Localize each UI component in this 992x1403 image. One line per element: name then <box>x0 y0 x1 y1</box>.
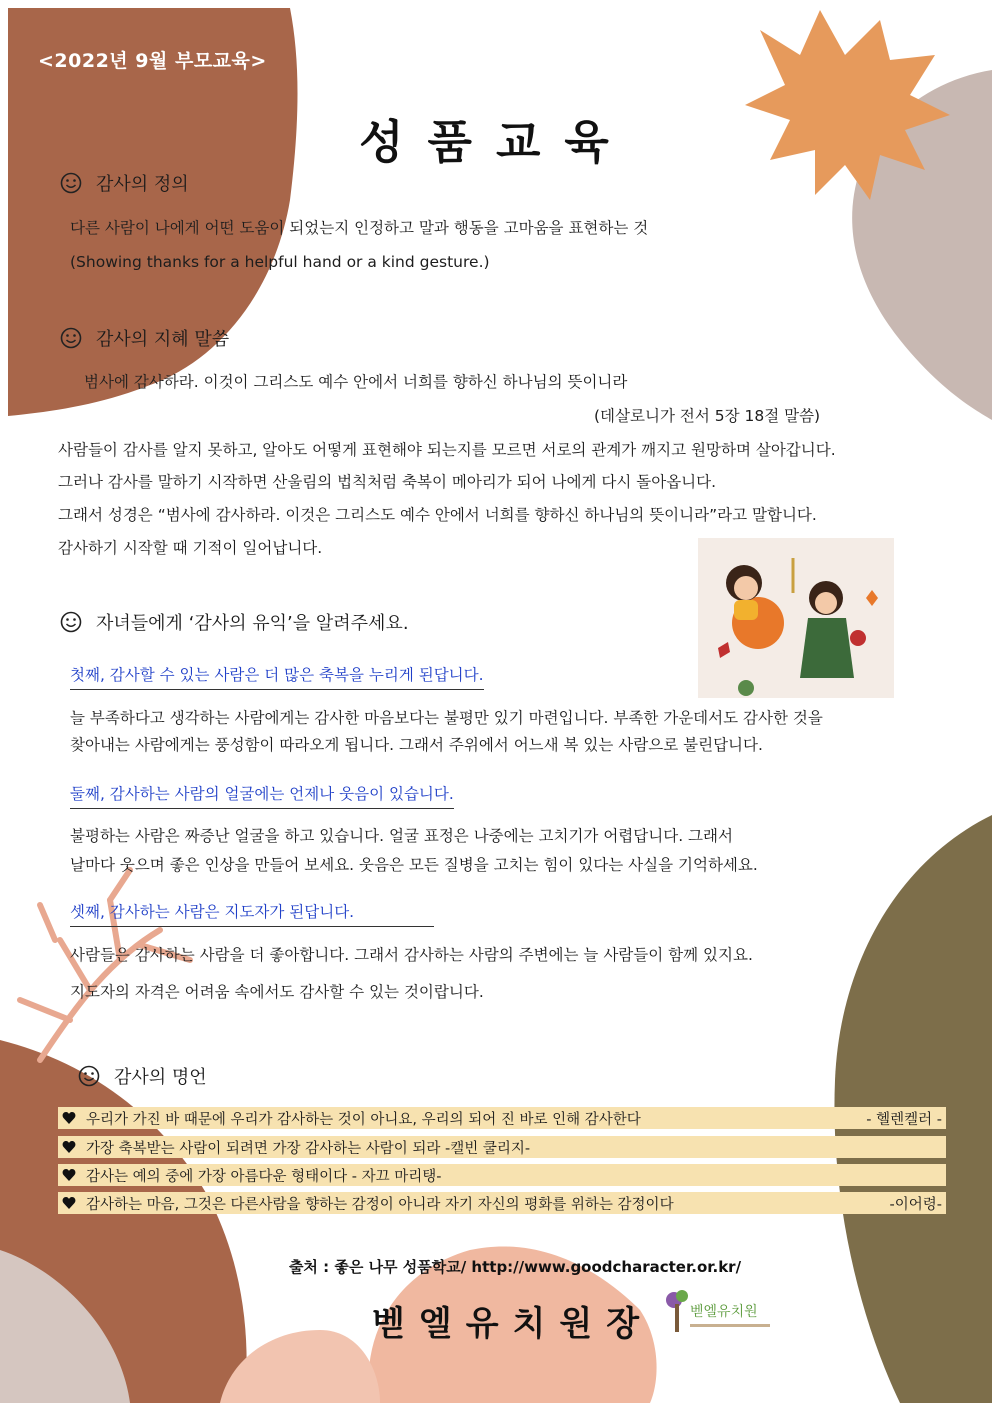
section-title: 감사의 지혜 말씀 <box>96 329 230 350</box>
kindergarten-logo <box>660 1288 780 1338</box>
quote-text: 우리가 가진 바 때문에 우리가 감사하는 것이 아니요, 우리의 되어 진 바로 인해 감사한다 <box>86 1111 641 1128</box>
autumn-children-illustration <box>698 538 894 698</box>
illustration-icon <box>698 538 894 698</box>
quote-text: 가장 축복받는 사람이 되려면 가장 감사하는 사람이 되라 -캘빈 쿨리지- <box>86 1140 531 1157</box>
section-title: 감사의 정의 <box>96 174 189 195</box>
smiley-icon <box>60 327 82 349</box>
section-heading-benefits <box>60 609 409 635</box>
wisdom-paragraph-line: 그래서 성경은 “범사에 감사하라. 이것은 그리스도 예수 안에서 너희를 향하신 하나님의 뜻이니라”라고 말합니다. <box>58 506 817 524</box>
logo-text: 벧엘유치원 <box>690 1304 758 1320</box>
wisdom-paragraph-line: 감사하기 시작할 때 기적이 일어납니다. <box>58 539 323 557</box>
quote-row <box>58 1107 946 1129</box>
benefit-line: 지도자의 자격은 어려움 속에서도 감사할 수 있는 것이랍니다. <box>70 983 484 1001</box>
section-heading-definition <box>60 170 189 196</box>
wisdom-paragraph-line: 그러나 감사를 말하기 시작하면 산울림의 법칙처럼 축복이 메아리가 되어 나에게 다시 돌아옵니다. <box>58 473 717 491</box>
quote-text: 감사는 예의 중에 가장 아름다운 형태이다 - 자끄 마리탱- <box>86 1168 442 1185</box>
benefit-line: 사람들은 감사하는 사람을 더 좋아합니다. 그래서 감사하는 사람의 주변에는 늘 사람들이 함께 있지요. <box>70 946 753 964</box>
smiley-icon <box>60 611 82 633</box>
header-badge: <2022년 9월 부모교육> <box>38 50 267 72</box>
school-principal: 벧엘유치원장 <box>372 1304 654 1344</box>
benefit-line: 찾아내는 사람에게는 풍성함이 따라오게 됩니다. 그래서 주위에서 어느새 복 있는 사람으로 불린답니다. <box>70 736 763 754</box>
definition-line: (Showing thanks for a helpful hand or a kind gesture.) <box>70 253 490 271</box>
quote-row <box>58 1192 946 1214</box>
benefit-line: 불평하는 사람은 짜증난 얼굴을 하고 있습니다. 얼굴 표정은 나중에는 고치기가 어렵답니다. 그래서 <box>70 827 733 845</box>
page-title: 성품교육 <box>359 115 633 169</box>
smiley-icon <box>78 1065 100 1087</box>
benefit-title: 둘째, 감사하는 사람의 얼굴에는 언제나 웃음이 있습니다. <box>70 782 454 809</box>
quote-row <box>58 1136 946 1158</box>
section-title: 감사의 명언 <box>114 1067 207 1088</box>
verse-citation: (데살로니가 전서 5장 18절 말씀) <box>594 407 821 425</box>
quote-author: -이어령- <box>889 1196 942 1213</box>
heart-icon <box>62 1140 76 1154</box>
bible-verse: 범사에 감사하라. 이것이 그리스도 예수 안에서 너희를 향하신 하나님의 뜻이니라 <box>84 373 628 391</box>
quote-row <box>58 1164 946 1186</box>
benefit-title: 첫째, 감사할 수 있는 사람은 더 많은 축복을 누리게 된답니다. <box>70 663 484 690</box>
heart-icon <box>62 1111 76 1125</box>
source-credit: 출처 : 좋은 나무 성품학교/ http://www.goodcharacter.or.kr/ <box>288 1258 742 1276</box>
section-heading-wisdom <box>60 325 229 351</box>
benefit-title: 셋째, 감사하는 사람은 지도자가 된답니다. <box>70 900 434 927</box>
benefit-line: 늘 부족하다고 생각하는 사람에게는 감사한 마음보다는 불평만 있기 마련입니다. 부족한 가운데서도 감사한 것을 <box>70 709 823 727</box>
section-title: 자녀들에게 ‘감사의 유익’을 알려주세요. <box>96 613 409 634</box>
quote-text: 감사하는 마음, 그것은 다른사람을 향하는 감정이 아니라 자기 자신의 평화를 위하는 감정이다 <box>86 1196 674 1213</box>
quote-author: - 헬렌켈러 - <box>866 1111 942 1128</box>
smiley-icon <box>60 172 82 194</box>
wisdom-paragraph-line: 사람들이 감사를 알지 못하고, 알아도 어떻게 표현해야 되는지를 모르면 서로의 관계가 깨지고 원망하며 살아갑니다. <box>58 441 836 459</box>
tree-logo-icon <box>660 1288 780 1338</box>
heart-icon <box>62 1196 76 1210</box>
definition-line: 다른 사람이 나에게 어떤 도움이 되었는지 인정하고 말과 행동을 고마움을 표현하는 것 <box>70 219 649 237</box>
benefit-line: 날마다 웃으며 좋은 인상을 만들어 보세요. 웃음은 모든 질병을 고치는 힘이 있다는 사실을 기억하세요. <box>70 856 758 874</box>
section-heading-quotes <box>78 1063 207 1089</box>
heart-icon <box>62 1168 76 1182</box>
